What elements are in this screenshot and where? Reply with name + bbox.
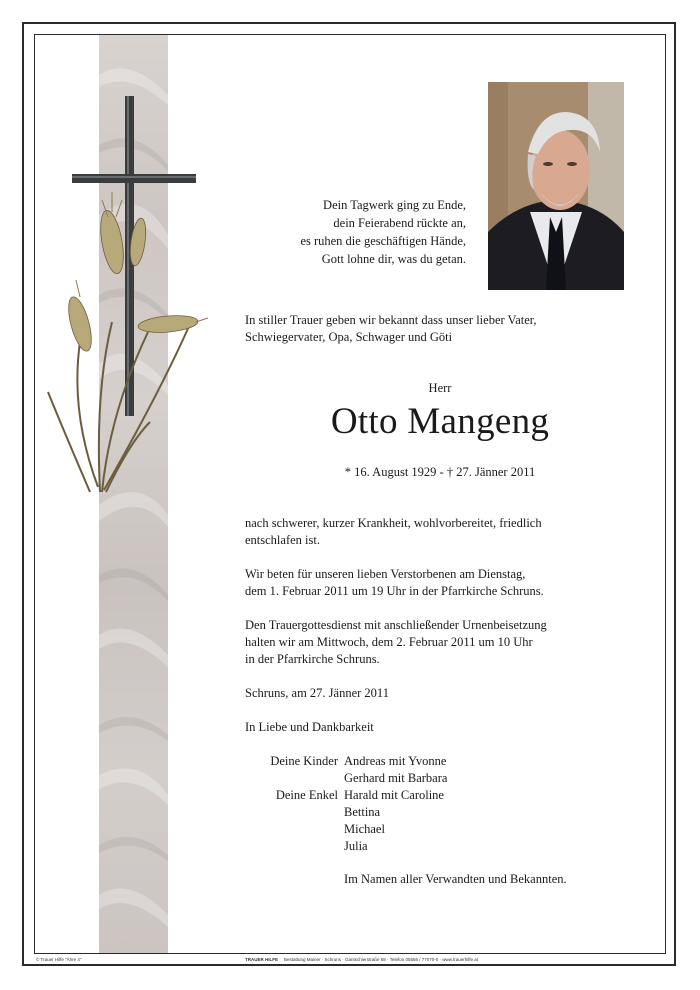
grandchild-name: Michael	[344, 822, 385, 836]
grandchild-name: Harald mit Caroline	[344, 788, 444, 802]
wheat-icon	[48, 322, 190, 492]
paragraph-service	[245, 617, 547, 668]
paragraph-line: Wir beten für unseren lieben Verstorbenen am Dienstag,	[245, 567, 526, 581]
paragraph-line: dem 1. Februar 2011 um 19 Uhr in der Pfarrkirche Schruns.	[245, 584, 544, 598]
grandchildren-label: Deine Enkel	[275, 788, 338, 802]
footer-address: Bestattung Mainer · Schruns · Gantschierstraße 68 · Telefon 05556 / 77070-0 · www.trauerhilfe.at	[284, 957, 479, 962]
footer-copyright: © Trauer Hilfe "Ähre 4"	[36, 957, 82, 962]
intro-line: Schwiegervater, Opa, Schwager und Göti	[245, 330, 453, 344]
poem	[230, 196, 466, 268]
grandchild-name: Julia	[344, 839, 368, 853]
salutation: Herr	[428, 381, 452, 395]
family-labels	[240, 753, 338, 804]
paragraph-line: in der Pfarrkirche Schruns.	[245, 652, 380, 666]
poem-line: Gott lohne dir, was du getan.	[321, 252, 466, 266]
paragraph-line: Den Trauergottesdienst mit anschließender Urnenbeisetzung	[245, 618, 547, 632]
child-name: Andreas mit Yvonne	[344, 754, 447, 768]
footer-brand: TRAUER HILFE	[245, 957, 278, 962]
farewell: In Liebe und Dankbarkeit	[245, 720, 374, 734]
grandchild-name: Bettina	[344, 805, 381, 819]
paragraph-passing	[245, 515, 542, 549]
place-date: Schruns, am 27. Jänner 2011	[245, 686, 389, 700]
life-dates: * 16. August 1929 - † 27. Jänner 2011	[344, 465, 536, 479]
paragraph-line: entschlafen ist.	[245, 533, 320, 547]
closing-line: Im Namen aller Verwandten und Bekannten.	[344, 872, 567, 886]
child-name: Gerhard mit Barbara	[344, 771, 448, 785]
footer-contact	[245, 957, 478, 962]
deceased-name: Otto Mangeng	[330, 401, 550, 442]
paragraph-line: nach schwerer, kurzer Krankheit, wohlvorbereitet, friedlich	[245, 516, 542, 530]
cross-wheat-illustration	[40, 92, 210, 506]
children-label: Deine Kinder	[270, 754, 338, 768]
paragraph-prayer	[245, 566, 544, 600]
poem-line: dein Feierabend rückte an,	[333, 216, 466, 230]
poem-line: Dein Tagwerk ging zu Ende,	[323, 198, 466, 212]
poem-line: es ruhen die geschäftigen Hände,	[300, 234, 466, 248]
portrait-photo	[488, 82, 624, 290]
paragraph-line: halten wir am Mittwoch, dem 2. Februar 2011 um 10 Uhr	[245, 635, 533, 649]
intro-text	[245, 312, 537, 346]
family-names	[344, 753, 447, 855]
intro-line: In stiller Trauer geben wir bekannt dass unser lieber Vater,	[245, 313, 537, 327]
